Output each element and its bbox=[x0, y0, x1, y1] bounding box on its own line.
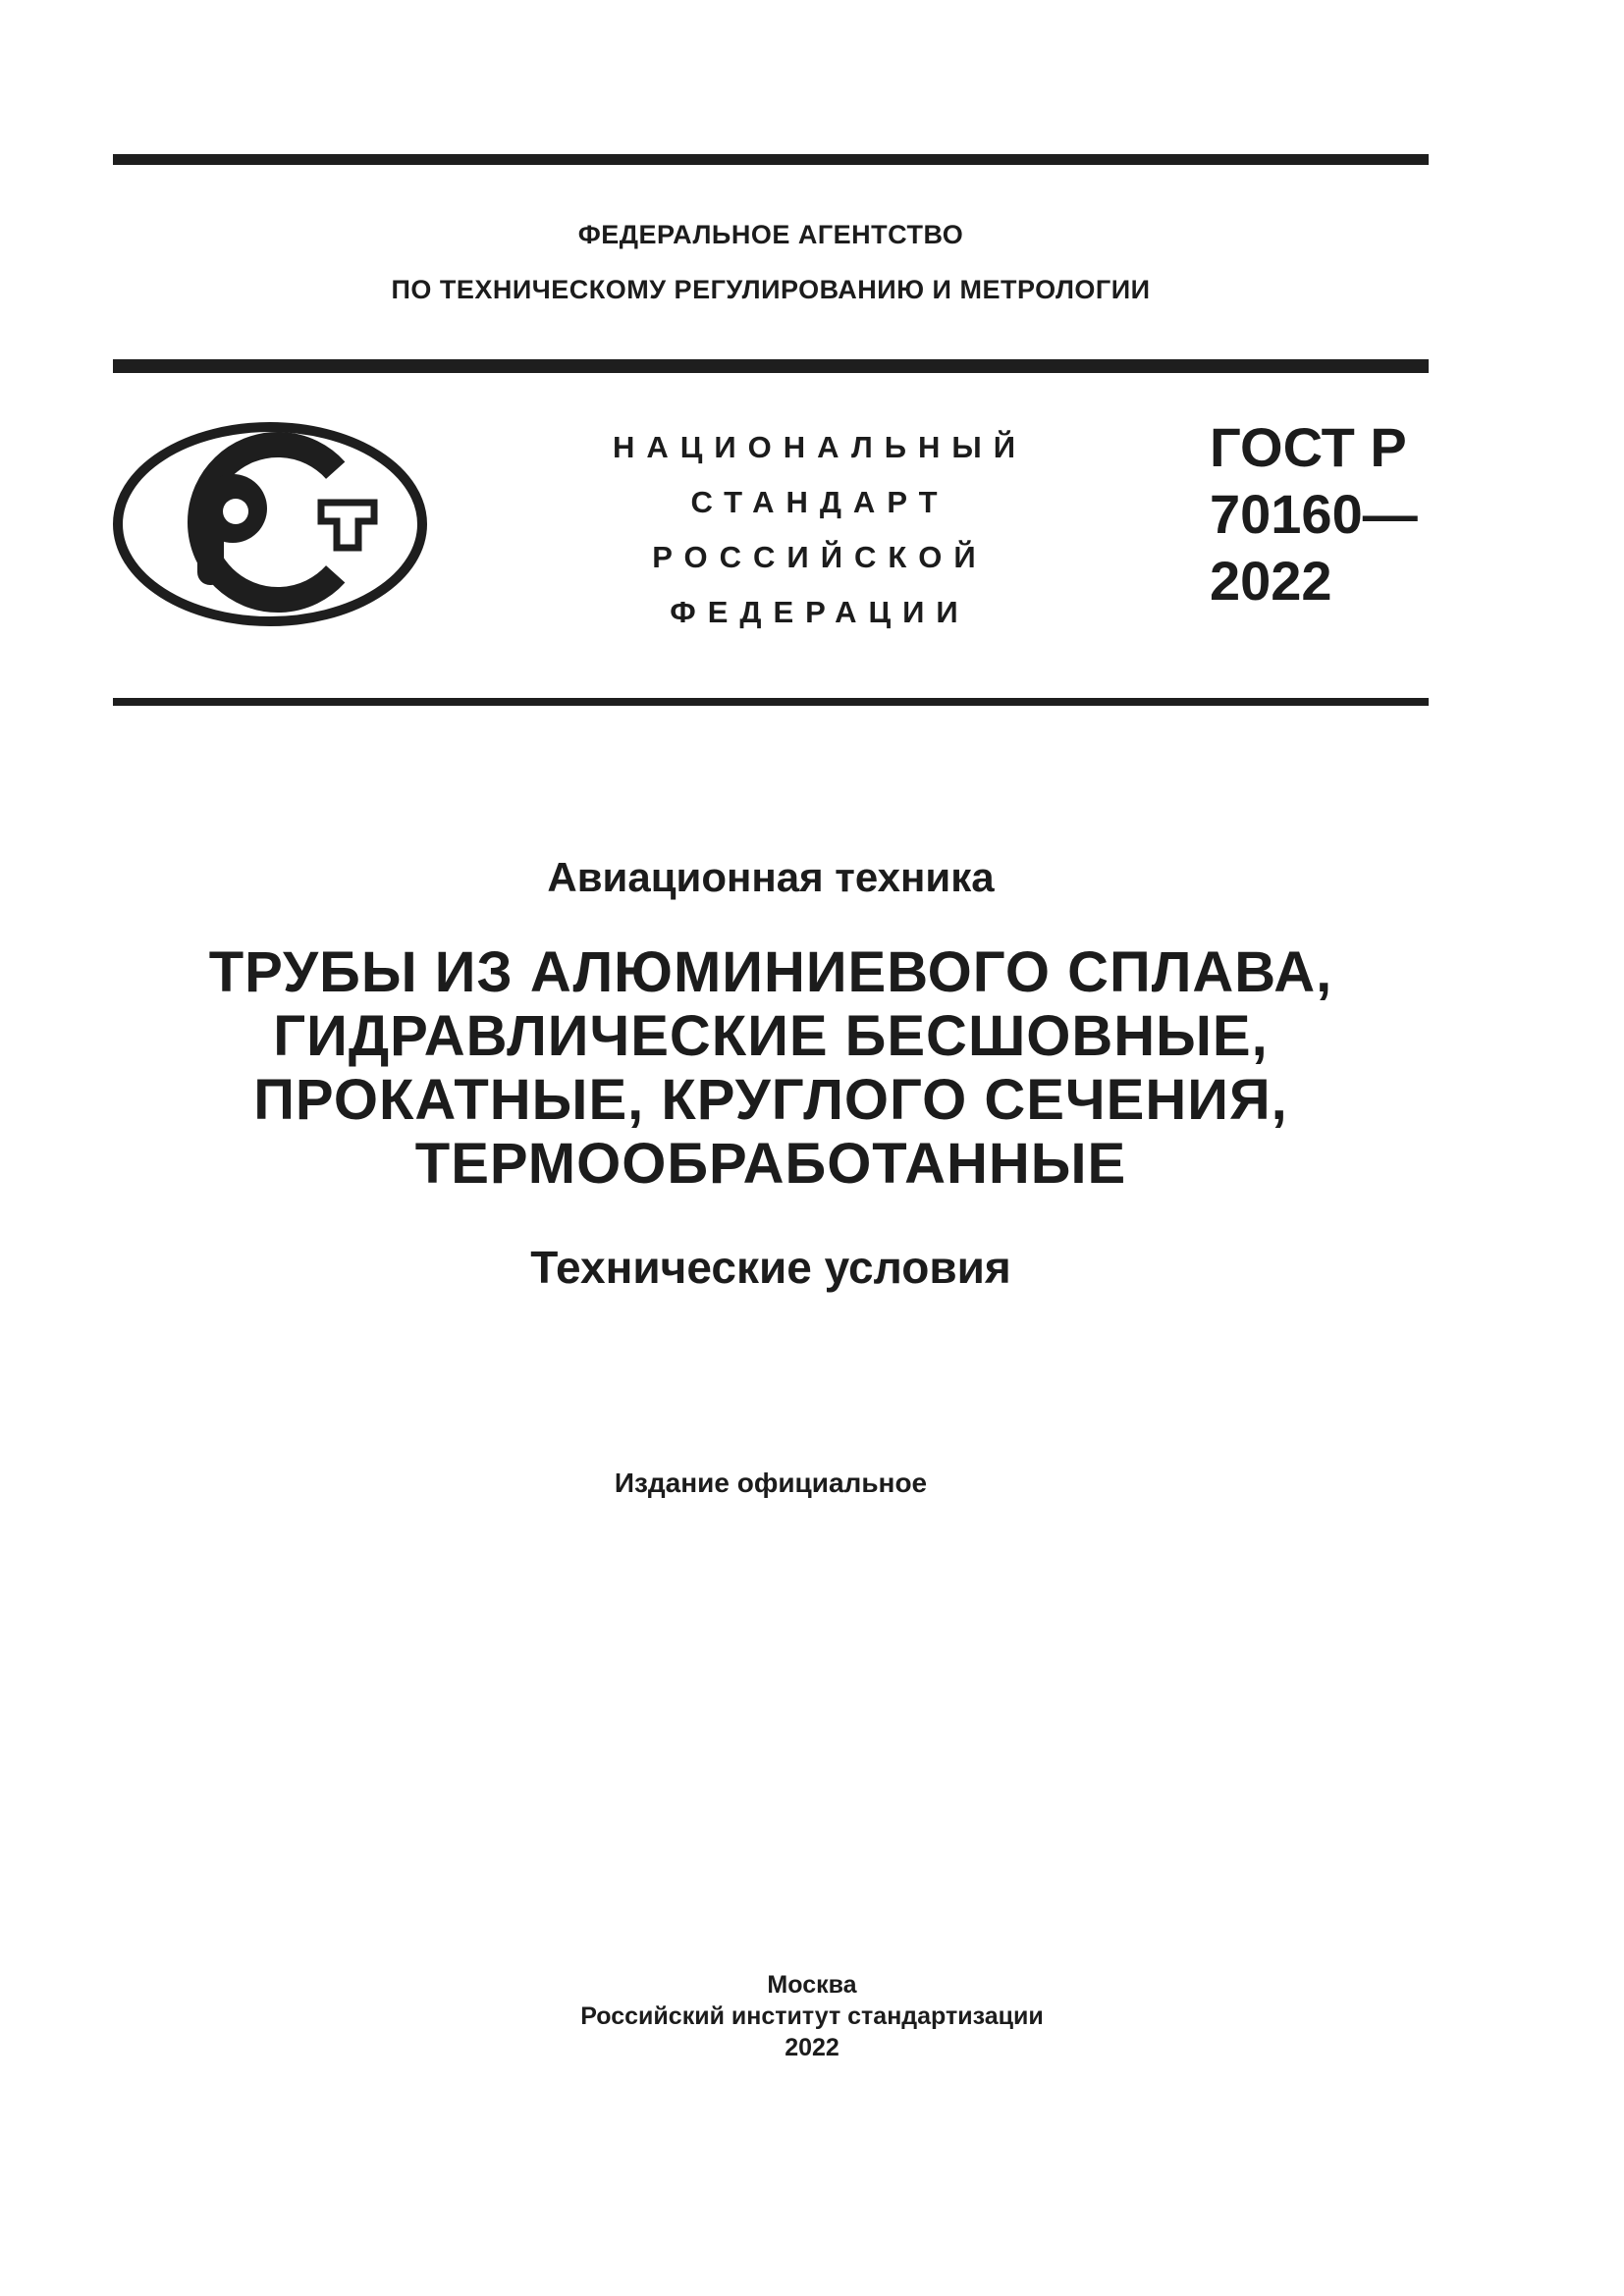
imprint-city: Москва bbox=[767, 1971, 857, 1999]
top-rule bbox=[113, 154, 1429, 165]
subject-area-title: Авиационная техника bbox=[547, 854, 995, 900]
document-subtitle: Технические условия bbox=[530, 1242, 1011, 1293]
imprint-block bbox=[0, 1969, 1624, 2063]
main-title-line: ПРОКАТНЫЕ, КРУГЛОГО СЕЧЕНИЯ, bbox=[253, 1068, 1288, 1132]
standard-designation-line: ГОСТ Р bbox=[1210, 416, 1407, 478]
national-standard-line: НАЦИОНАЛЬНЫЙ bbox=[612, 430, 1028, 464]
header-top-rule bbox=[113, 359, 1429, 373]
national-standard-heading bbox=[535, 420, 1105, 640]
main-title-line: ТРУБЫ ИЗ АЛЮМИНИЕВОГО СПЛАВА, bbox=[208, 940, 1333, 1004]
agency-name-line2: ПО ТЕХНИЧЕСКОМУ РЕГУЛИРОВАНИЮ И МЕТРОЛОГИИ bbox=[391, 275, 1151, 304]
national-standard-line: СТАНДАРТ bbox=[690, 485, 949, 519]
standard-designation-line: 70160— bbox=[1210, 483, 1418, 545]
main-title-line: ТЕРМООБРАБОТАННЫЕ bbox=[414, 1132, 1127, 1196]
national-standard-line: РОССИЙСКОЙ bbox=[652, 540, 988, 574]
imprint-publisher: Российский институт стандартизации bbox=[580, 2002, 1044, 2030]
imprint-year: 2022 bbox=[785, 2034, 839, 2061]
standard-designation-line: 2022 bbox=[1210, 550, 1332, 612]
official-edition-note: Издание официальное bbox=[614, 1468, 928, 1498]
agency-name-line1: ФЕДЕРАЛЬНОЕ АГЕНТСТВО bbox=[577, 220, 964, 249]
rst-certification-logo-icon bbox=[111, 420, 429, 628]
header-bottom-rule bbox=[113, 698, 1429, 706]
main-title-line: ГИДРАВЛИЧЕСКИЕ БЕСШОВНЫЕ, bbox=[273, 1004, 1269, 1068]
document-main-title bbox=[113, 940, 1429, 1196]
national-standard-line: ФЕДЕРАЦИИ bbox=[670, 595, 970, 629]
standard-designation bbox=[1210, 414, 1622, 614]
